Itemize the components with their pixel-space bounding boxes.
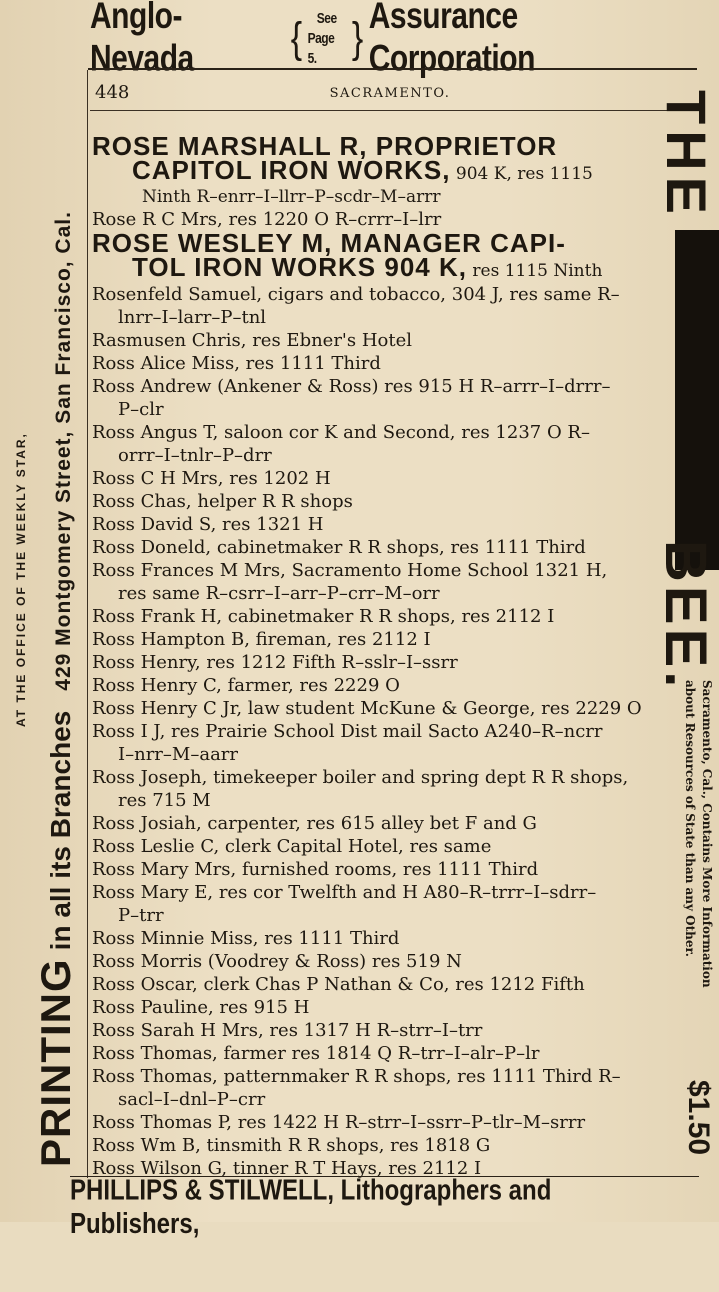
entry-line: Ross Thomas, farmer res 1814 Q R–trr–I–alr–P–lr xyxy=(92,1043,540,1064)
entry-line: Ross Frances M Mrs, Sacramento Home School 1321 H, xyxy=(92,560,608,581)
directory-entry xyxy=(72,996,692,1019)
branches-text: in all its Branches xyxy=(45,710,76,951)
directory-entry xyxy=(72,490,692,513)
directory-entry xyxy=(72,131,692,208)
bee-blurb xyxy=(681,680,715,1060)
continuation-text: P–clr xyxy=(118,399,164,420)
see-page-note xyxy=(308,8,346,68)
entry-line: Rasmusen Chris, res Ebner's Hotel xyxy=(92,330,413,351)
entry-continuation xyxy=(72,789,692,812)
directory-entries xyxy=(72,131,692,1180)
entry-line: Ross Thomas, patternmaker R R shops, res 1111 Third R– xyxy=(92,1066,621,1087)
entry-line: Ross Wm B, tinsmith R R shops, res 1818 G xyxy=(92,1135,491,1156)
continuation-text: CAPITOL IRON WORKS, xyxy=(132,155,451,185)
running-header xyxy=(95,80,685,106)
entry-continuation xyxy=(72,904,692,927)
entry-line: Ross Andrew (Ankener & Ross) res 915 H R–arrr–I–drrr– xyxy=(92,376,611,397)
dark-ink-band xyxy=(675,230,719,570)
continuation-text: TOL IRON WORKS 904 K, xyxy=(132,252,467,282)
bee-word: BEE. xyxy=(653,540,718,692)
entry-line: Rosenfeld Samuel, cigars and tobacco, 304 J, res same R– xyxy=(92,284,620,305)
entry-line: Ross Morris (Voodrey & Ross) res 519 N xyxy=(92,951,462,972)
entry-continuation xyxy=(72,155,692,186)
directory-entry xyxy=(72,329,692,352)
continuation-text: res same R–csrr–I–arr–P–crr–M–orr xyxy=(118,583,440,604)
banner-right-text: Assurance Corporation xyxy=(368,0,535,80)
directory-entry xyxy=(72,375,692,421)
entry-line: Ross Henry C Jr, law student McKune & George, res 2229 O xyxy=(92,698,642,719)
header-rule xyxy=(90,110,690,111)
continuation-text: sacl–I–dnl–P–crr xyxy=(118,1089,266,1110)
directory-entry xyxy=(72,1042,692,1065)
directory-entry xyxy=(72,858,692,881)
right-side-advertisement xyxy=(653,70,719,1292)
page-ref-text: Page 5. xyxy=(307,29,335,67)
directory-entry xyxy=(72,927,692,950)
continuation-text: lnrr–I–larr–P–tnl xyxy=(118,307,267,328)
entry-line: Rose R C Mrs, res 1220 O R–crrr–I–lrr xyxy=(92,209,442,230)
blurb-line-1: Sacramento, Cal., Contains More Information xyxy=(700,680,714,988)
directory-entry xyxy=(72,628,692,651)
directory-entry xyxy=(72,835,692,858)
entry-line: Ross Thomas P, res 1422 H R–strr–I–ssrr–P–tlr–M–srrr xyxy=(92,1112,586,1133)
directory-entry xyxy=(72,766,692,812)
directory-entry xyxy=(72,697,692,720)
directory-entry xyxy=(72,1134,692,1157)
entry-continuation xyxy=(72,398,692,421)
continuation-text: orrr–I–tnlr–P–drr xyxy=(118,445,272,466)
entry-line: Ross Chas, helper R R shops xyxy=(92,491,353,512)
continuation-text: I–nrr–M–aarr xyxy=(118,744,239,765)
entry-line: Ross Minnie Miss, res 1111 Third xyxy=(92,928,400,949)
directory-entry xyxy=(72,720,692,766)
entry-continuation xyxy=(72,1088,692,1111)
entry-line: Ross Mary E, res cor Twelfth and H A80–R–trrr–I–sdrr– xyxy=(92,882,597,903)
entry-line: ROSE MARSHALL R, PROPRIETOR xyxy=(92,131,558,161)
directory-entry xyxy=(72,467,692,490)
left-side-advertisement xyxy=(14,37,94,1167)
entry-continuation-2: Ninth R–enrr–I–llrr–P–scdr–M–arrr xyxy=(142,187,441,207)
continuation-tail: 904 K, res 1115 xyxy=(450,164,593,184)
directory-entry xyxy=(72,950,692,973)
blurb-line-2: about Resources of State than any Other. xyxy=(683,680,697,957)
page-number: 448 xyxy=(95,82,130,103)
directory-entry xyxy=(72,1019,692,1042)
entry-line: Ross Alice Miss, res 1111 Third xyxy=(92,353,381,374)
entry-continuation xyxy=(72,306,692,329)
directory-entry xyxy=(72,1111,692,1134)
directory-entry xyxy=(72,1065,692,1111)
entry-continuation xyxy=(72,444,692,467)
entry-line: Ross Oscar, clerk Chas P Nathan & Co, res 1212 Fifth xyxy=(92,974,585,995)
directory-entry xyxy=(72,228,692,283)
entry-line: Ross I J, res Prairie School Dist mail Sacto A240–R–ncrr xyxy=(92,721,603,742)
top-advertisement-banner xyxy=(90,0,690,80)
directory-entry xyxy=(72,973,692,996)
directory-entry xyxy=(72,674,692,697)
entry-line: Ross Angus T, saloon cor K and Second, res 1237 O R– xyxy=(92,422,590,443)
printing-row xyxy=(32,37,80,1167)
directory-entry xyxy=(72,536,692,559)
directory-entry xyxy=(72,283,692,329)
bottom-advertisement: PHILLIPS & STILWELL, Lithographers and Publishers, xyxy=(70,1174,552,1241)
entry-line: Ross Doneld, cabinetmaker R R shops, res 1111 Third xyxy=(92,537,586,558)
entry-line: Ross Hampton B, fireman, res 2112 I xyxy=(92,629,431,650)
directory-entry xyxy=(72,812,692,835)
entry-line: Ross David S, res 1321 H xyxy=(92,514,324,535)
the-word: THE xyxy=(655,90,718,220)
city-heading: SACRAMENTO. xyxy=(329,86,451,101)
entry-line: Ross Josiah, carpenter, res 615 alley bet F and G xyxy=(92,813,537,834)
printing-word: PRINTING xyxy=(32,958,79,1167)
office-line: AT THE OFFICE OF THE WEEKLY STAR, xyxy=(14,432,28,727)
entry-line: Ross C H Mrs, res 1202 H xyxy=(92,468,331,489)
directory-entry xyxy=(72,881,692,927)
continuation-text: P–trr xyxy=(118,905,164,926)
directory-entry xyxy=(72,421,692,467)
entry-line: Ross Henry, res 1212 Fifth R–sslr–I–ssrr xyxy=(92,652,458,673)
continuation-text: res 715 M xyxy=(118,790,211,811)
entry-continuation xyxy=(72,743,692,766)
entry-line: Ross Leslie C, clerk Capital Hotel, res same xyxy=(92,836,492,857)
price-text: $1.50 xyxy=(682,1080,715,1156)
directory-entry xyxy=(72,352,692,375)
continuation-tail: res 1115 Ninth xyxy=(466,261,603,281)
entry-line: Ross Joseph, timekeeper boiler and spring dept R R shops, xyxy=(92,767,629,788)
entry-line: ROSE WESLEY M, MANAGER CAPI- xyxy=(92,228,566,258)
directory-entry xyxy=(72,513,692,536)
right-brace: } xyxy=(351,13,363,62)
entry-line: Ross Frank H, cabinetmaker R R shops, res 2112 I xyxy=(92,606,555,627)
directory-entry xyxy=(72,559,692,605)
banner-left-text: Anglo-Nevada xyxy=(90,0,194,80)
entry-continuation xyxy=(72,582,692,605)
entry-line: Ross Pauline, res 915 H xyxy=(92,997,310,1018)
see-text: See xyxy=(316,9,337,27)
entry-continuation xyxy=(72,252,692,283)
entry-line: Ross Wilson G, tinner R T Hays, res 2112 I xyxy=(92,1158,482,1179)
left-brace: { xyxy=(290,13,302,62)
entry-line: Ross Mary Mrs, furnished rooms, res 1111 Third xyxy=(92,859,539,880)
address-text: 429 Montgomery Street, San Francisco, Cal. xyxy=(52,211,75,691)
directory-entry xyxy=(72,605,692,628)
directory-entry xyxy=(72,651,692,674)
entry-line: Ross Henry C, farmer, res 2229 O xyxy=(92,675,400,696)
entry-line: Ross Sarah H Mrs, res 1317 H R–strr–I–trr xyxy=(92,1020,483,1041)
